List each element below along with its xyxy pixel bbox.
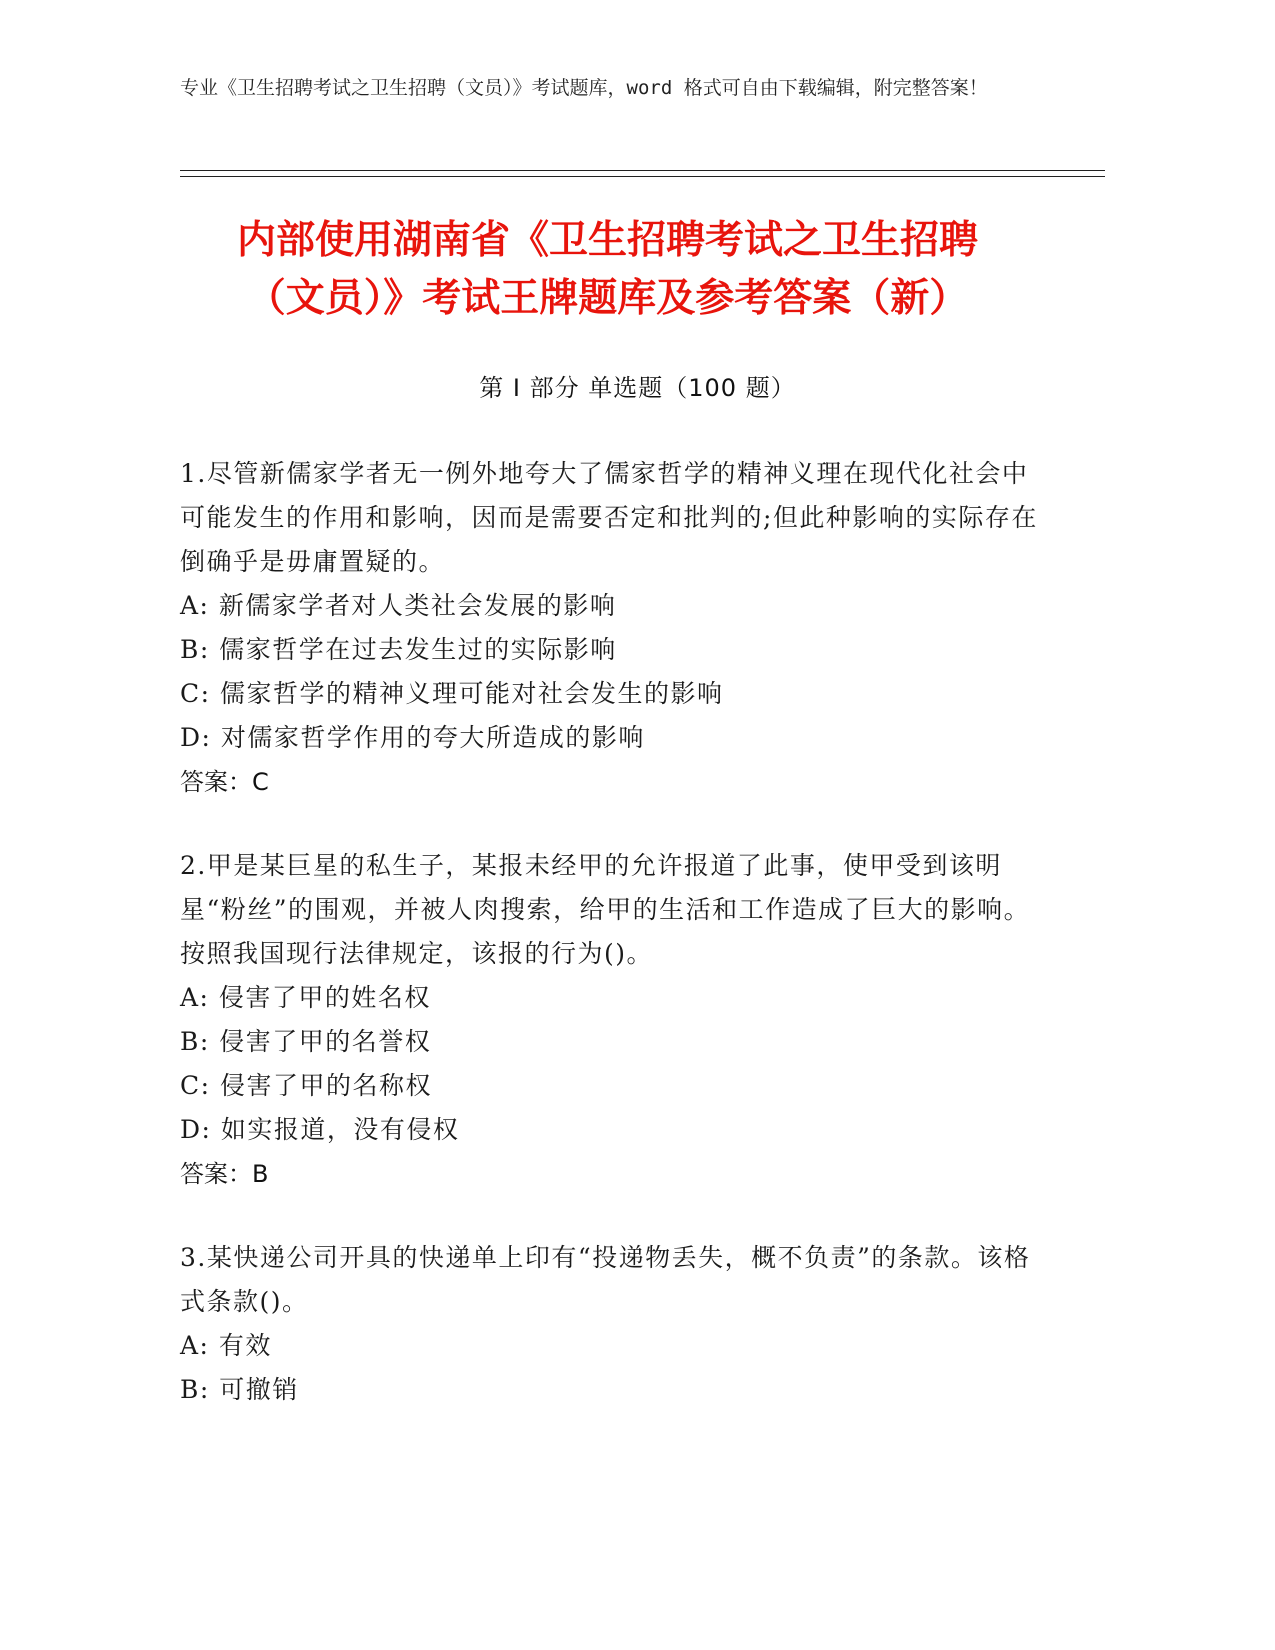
question-option-b: B: 侵害了甲的名誉权 <box>180 1027 432 1056</box>
question-stem: 1.尽管新儒家学者无一例外地夸大了儒家哲学的精神义理在现代化社会中可能发生的作用和影响，因而是需要否定和批判的;但此种影响的实际存在倒确乎是毋庸置疑的。 <box>180 459 1038 576</box>
question-answer: 答案：C <box>180 768 269 796</box>
document-title-line-1: 内部使用湖南省《卫生招聘考试之卫生招聘 <box>236 218 978 263</box>
question-option-d: D: 如实报道，没有侵权 <box>180 1115 460 1144</box>
question-option-b: B: 儒家哲学在过去发生过的实际影响 <box>180 635 617 664</box>
question-option-c: C: 侵害了甲的名称权 <box>180 1071 432 1100</box>
question-stem: 2.甲是某巨星的私生子，某报未经甲的允许报道了此事，使甲受到该明星“粉丝”的围观，并被人肉搜索，给甲的生活和工作造成了巨大的影响。按照我国现行法律规定，该报的行为()。 <box>180 851 1031 968</box>
question-answer: 答案：B <box>180 1160 269 1188</box>
question-option-a: A: 有效 <box>180 1331 272 1360</box>
question-option-b: B: 可撤销 <box>180 1375 299 1404</box>
question-option-a: A: 侵害了甲的姓名权 <box>180 983 431 1012</box>
question-option-c: C: 儒家哲学的精神义理可能对社会发生的影响 <box>180 679 724 708</box>
header-rule-bottom <box>180 176 1105 177</box>
section-title: 第 I 部分 单选题（100 题） <box>479 374 796 402</box>
header-note: 专业《卫生招聘考试之卫生招聘（文员）》考试题库，word 格式可自由下载编辑，附完整答案！ <box>180 77 988 99</box>
question-option-d: D: 对儒家哲学作用的夸大所造成的影响 <box>180 723 645 752</box>
question-2 <box>180 844 1040 1196</box>
document-title-line-2: （文员）》考试王牌题库及参考答案（新） <box>246 276 969 321</box>
header-rule-top <box>180 170 1105 171</box>
question-1 <box>180 452 1040 804</box>
question-stem: 3.某快递公司开具的快递单上印有“投递物丢失，概不负责”的条款。该格式条款()。 <box>180 1243 1031 1316</box>
question-option-a: A: 新儒家学者对人类社会发展的影响 <box>180 591 617 620</box>
document-title <box>160 212 1055 328</box>
question-3 <box>180 1236 1040 1412</box>
